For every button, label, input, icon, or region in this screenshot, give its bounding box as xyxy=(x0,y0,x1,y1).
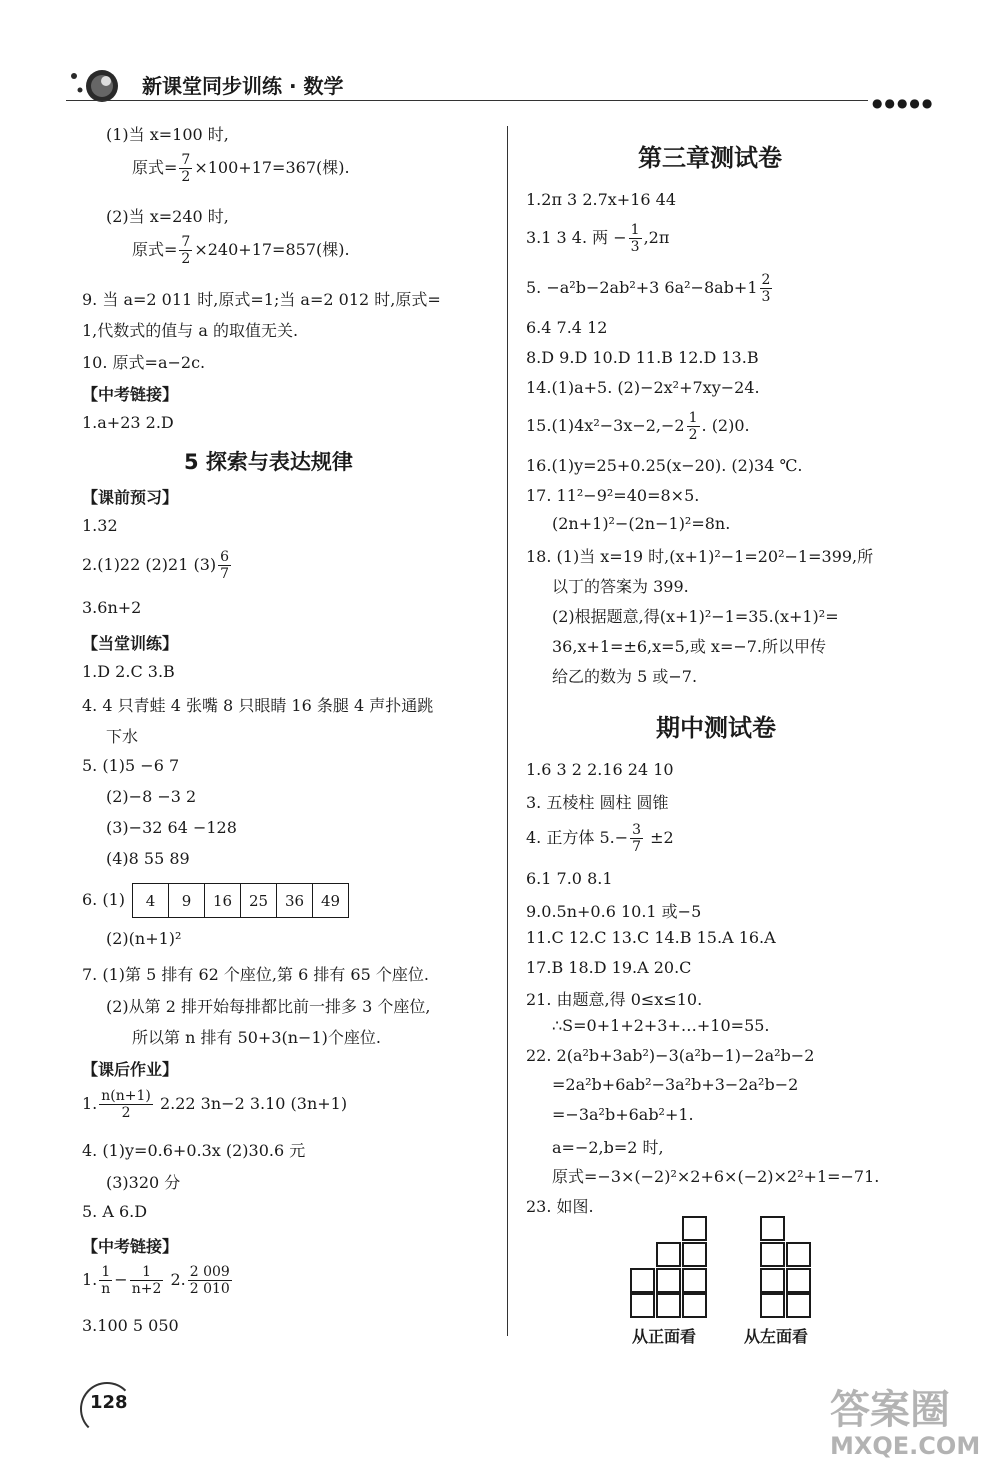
answer-line: 所以第 n 排有 50+3(n−1)个座位. xyxy=(132,1028,381,1047)
diagram-caption: 从左面看 xyxy=(744,1327,809,1346)
answer-line: (2)(n+1)² xyxy=(106,929,182,948)
section-label: 【中考链接】 xyxy=(82,1237,179,1256)
answer-line: 5. A 6.D xyxy=(82,1202,148,1221)
section-label: 【课前预习】 xyxy=(82,488,179,507)
answer-line: (3)320 分 xyxy=(106,1173,181,1192)
answer-line: 原式= $\frac{7}{2}$ ×100+17=367(棵). xyxy=(132,152,350,185)
answer-line: 原式= $\frac{7}{2}$ ×240+17=857(棵). xyxy=(132,234,350,267)
answer-line: 5. −a²b−2ab²+3 6a²−8ab+1 $\frac{2}{3}$ xyxy=(526,272,771,305)
answer-line: 8.D 9.D 10.D 11.B 12.D 13.B xyxy=(526,348,759,367)
answer-line: 1.a+23 2.D xyxy=(82,413,174,432)
chapter-title: 第三章测试卷 xyxy=(638,144,782,172)
section-label: 【课后作业】 xyxy=(82,1060,179,1079)
fraction: $\frac{2}{3}$ xyxy=(761,272,771,305)
header-dots: ●●●●● xyxy=(872,96,935,110)
answer-line: 18. (1)当 x=19 时,(x+1)²−1=20²−1=399,所 xyxy=(526,547,874,566)
answer-line: 14.(1)a+5. (2)−2x²+7xy−24. xyxy=(526,378,760,397)
answer-line: 7. (1)第 5 排有 62 个座位,第 6 排有 65 个座位. xyxy=(82,965,429,984)
fraction: $\frac{n(n+1)}{2}$ xyxy=(101,1088,151,1121)
answer-line: 1. $\frac{n(n+1)}{2}$ 2.22 3n−2 3.10 (3n+1) xyxy=(82,1088,348,1121)
answer-line: 1.32 xyxy=(82,516,118,535)
answer-line: 15.(1)4x²−3x−2,−2 $\frac{1}{2}$ . (2)0. xyxy=(526,410,750,443)
table-cell: 4 xyxy=(133,884,169,917)
answer-line: 23. 如图. xyxy=(526,1197,594,1216)
answer-table xyxy=(132,883,349,918)
answer-line: 1.D 2.C 3.B xyxy=(82,662,175,681)
fraction: $\frac{1}{3}$ xyxy=(630,222,640,255)
answer-line: ∴S=0+1+2+3+…+10=55. xyxy=(552,1016,770,1035)
answer-line: 22. 2(a²b+3ab²)−3(a²b−1)−2a²b−2 xyxy=(526,1046,815,1065)
answer-line: (4)8 55 89 xyxy=(106,849,190,868)
answer-line: 9. 当 a=2 011 时,原式=1;当 a=2 012 时,原式= xyxy=(82,290,441,309)
answer-line: 1. $\frac{1}{n}$ − $\frac{1}{n+2}$ 2. $\frac{2 009}{2 010}$ xyxy=(82,1264,230,1297)
table-cell: 36 xyxy=(277,884,313,917)
answer-line: 36,x+1=±6,x=5,或 x=−7.所以甲传 xyxy=(552,637,827,656)
answer-line: 10. 原式=a−2c. xyxy=(82,353,206,372)
answer-line: 3. 五棱柱 圆柱 圆锥 xyxy=(526,793,669,812)
fraction: $\frac{7}{2}$ xyxy=(181,234,191,267)
table-cell: 9 xyxy=(169,884,205,917)
section-label: 【当堂训练】 xyxy=(82,634,179,653)
answer-line: (2)根据题意,得(x+1)²−1=35.(x+1)²= xyxy=(552,607,839,626)
answer-line: 21. 由题意,得 0≤x≤10. xyxy=(526,990,703,1009)
column-divider xyxy=(507,126,508,1336)
answer-line: 11.C 12.C 13.C 14.B 15.A 16.A xyxy=(526,928,776,947)
answer-line: (2)当 x=240 时, xyxy=(106,207,229,226)
answer-line: 3.6n+2 xyxy=(82,598,142,617)
diagram-caption: 从正面看 xyxy=(632,1327,697,1346)
fraction: $\frac{7}{2}$ xyxy=(181,152,191,185)
answer-line: a=−2,b=2 时, xyxy=(552,1138,664,1157)
fraction: $\frac{1}{n}$ xyxy=(101,1264,111,1297)
answer-line: 9.0.5n+0.6 10.1 或−5 xyxy=(526,902,702,921)
answer-line: 1.2π 3 2.7x+16 44 xyxy=(526,190,676,209)
answer-line: 以丁的答案为 399. xyxy=(552,577,689,596)
logo-icon xyxy=(66,66,122,104)
fraction: $\frac{6}{7}$ xyxy=(220,549,230,582)
answer-line: (2)从第 2 排开始每排都比前一排多 3 个座位, xyxy=(106,997,431,1016)
table-cell: 49 xyxy=(320,891,341,910)
fraction: $\frac{1}{n+2}$ xyxy=(131,1264,162,1297)
answer-line: 4. 4 只青蛙 4 张嘴 8 只眼睛 16 条腿 4 声扑通跳 xyxy=(82,696,434,715)
watermark: 答案圈 xyxy=(830,1387,950,1433)
answer-line: 3.100 5 050 xyxy=(82,1316,179,1335)
answer-line: 17.B 18.D 19.A 20.C xyxy=(526,958,692,977)
fraction: $\frac{2 009}{2 010}$ xyxy=(189,1264,230,1297)
answer-line: 3.1 3 4. 两 − $\frac{1}{3}$ ,2π xyxy=(526,222,670,255)
answer-line: 6.1 7.0 8.1 xyxy=(526,869,613,888)
answer-line: (3)−32 64 −128 xyxy=(106,818,237,837)
fraction: $\frac{1}{2}$ xyxy=(688,410,698,443)
header-title: 新课堂同步训练 · 数学 xyxy=(142,74,344,98)
answer-line: 2.(1)22 (2)21 (3) $\frac{6}{7}$ xyxy=(82,549,230,582)
answer-line: 4. 正方体 5.− $\frac{3}{7}$ ±2 xyxy=(526,822,674,855)
answer-line: 16.(1)y=25+0.25(x−20). (2)34 ℃. xyxy=(526,456,803,475)
answer-line: =−3a²b+6ab²+1. xyxy=(552,1105,694,1124)
answer-line: (2n+1)²−(2n−1)²=8n. xyxy=(552,514,731,533)
front-view-diagram xyxy=(630,1216,710,1318)
chapter-title: 期中测试卷 xyxy=(656,714,776,742)
section-label: 【中考链接】 xyxy=(82,385,179,404)
watermark-url: MXQE.COM xyxy=(830,1432,981,1460)
answer-line: (2)−8 −3 2 xyxy=(106,787,197,806)
answer-line: 6. (1) xyxy=(82,890,126,909)
answer-line: (1)当 x=100 时, xyxy=(106,125,229,144)
answer-line: =2a²b+6ab²−3a²b+3−2a²b−2 xyxy=(552,1075,799,1094)
answer-line: 1,代数式的值与 a 的取值无关. xyxy=(82,321,299,340)
section-heading: 5 探索与表达规律 xyxy=(184,450,353,474)
answer-line: 6.4 7.4 12 xyxy=(526,318,608,337)
table-cell: 25 xyxy=(241,884,277,917)
page-number: 128 xyxy=(90,1392,128,1413)
answer-line: 原式=−3×(−2)²×2+6×(−2)×2²+1=−71. xyxy=(552,1167,880,1186)
answer-line: 5. (1)5 −6 7 xyxy=(82,756,180,775)
table-cell: 16 xyxy=(205,884,241,917)
answer-line: 下水 xyxy=(106,727,139,746)
answer-line: 17. 11²−9²=40=8×5. xyxy=(526,486,700,505)
header-rule xyxy=(66,100,868,101)
fraction: $\frac{3}{7}$ xyxy=(632,822,642,855)
answer-line: 4. (1)y=0.6+0.3x (2)30.6 元 xyxy=(82,1141,306,1160)
left-view-diagram xyxy=(760,1216,814,1318)
answer-line: 1.6 3 2 2.16 24 10 xyxy=(526,760,674,779)
answer-line: 给乙的数为 5 或−7. xyxy=(552,667,698,686)
